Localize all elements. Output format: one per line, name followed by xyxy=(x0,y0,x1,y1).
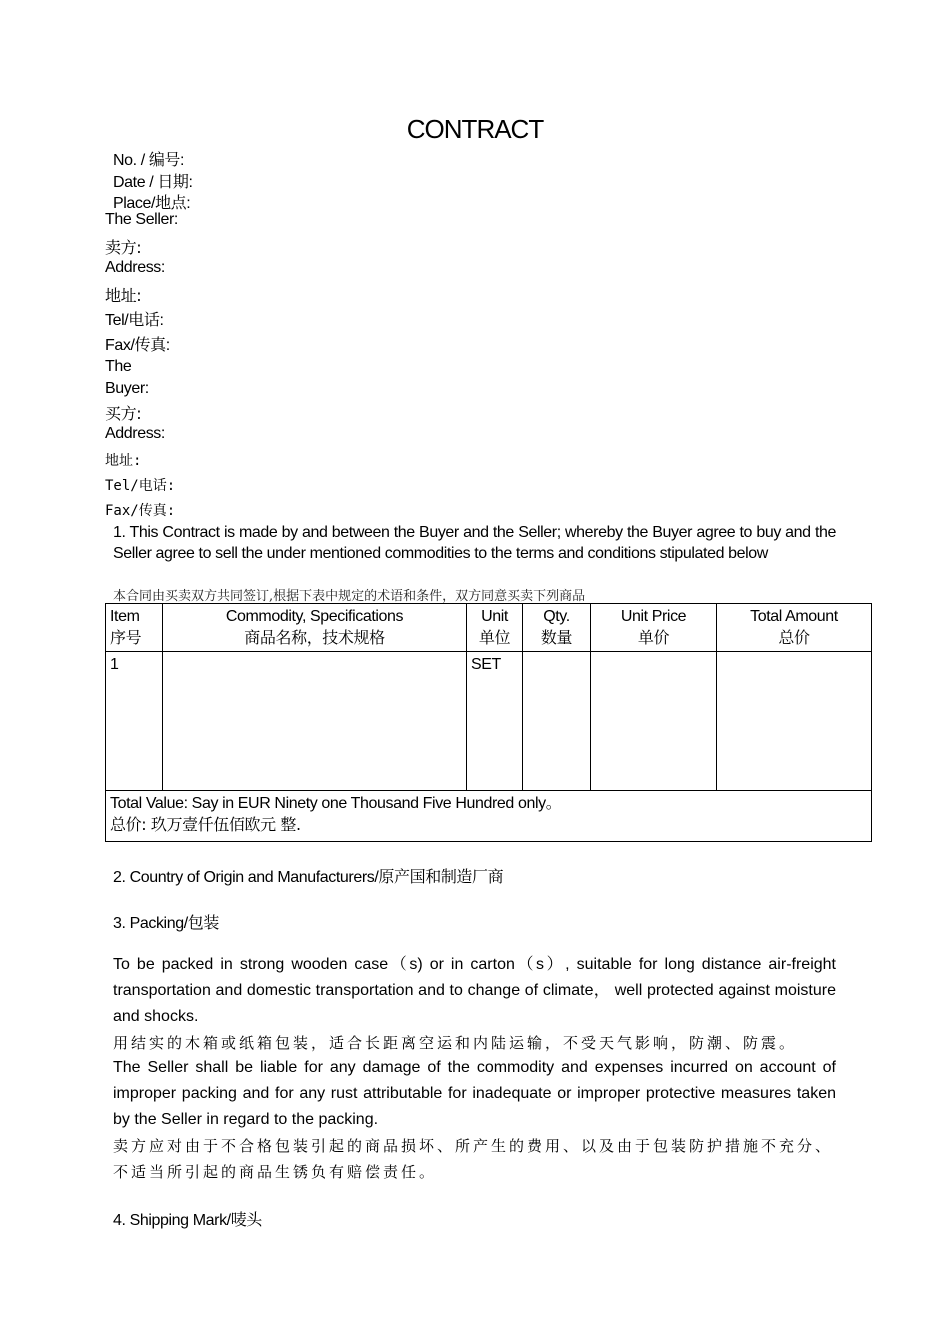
buyer-address-label-cn: 地址: xyxy=(105,453,142,469)
buyer-address-label: Address: xyxy=(105,425,165,442)
total-value-row xyxy=(106,791,872,842)
clause-1-text-cn: 本合同由买卖双方共同签订,根据下表中规定的术语和条件，双方同意买卖下列商品 xyxy=(113,589,586,604)
packing-paragraph-1-cn: 用结实的木箱或纸箱包装，适合长距离空运和内陆运输，不受天气影响，防潮、防震。 xyxy=(113,1034,798,1052)
cell-commodity xyxy=(163,652,467,791)
cell-total xyxy=(717,652,872,791)
total-value-cell xyxy=(106,791,872,842)
buyer-label-cn: 买方: xyxy=(105,404,142,423)
clause-3-heading: 3. Packing/包装 xyxy=(113,915,219,932)
seller-address-label: Address: xyxy=(105,259,165,276)
total-value-cn: 总价: 玖万壹仟伍佰欧元 整. xyxy=(110,815,301,834)
buyer-label-line2: Buyer: xyxy=(105,380,149,397)
packing-paragraph-2-cn: 卖方应对由于不合格包装引起的商品损坏、所产生的费用、以及由于包装防护措施不充分、不适当所引起的商品生锈负有赔偿责任。 xyxy=(113,1137,834,1181)
contract-date-label: Date / 日期: xyxy=(113,174,193,191)
header-unit-price: Unit Price 单价 xyxy=(591,604,717,652)
clause-2-heading: 2. Country of Origin and Manufacturers/原产国和制造厂商 xyxy=(113,869,504,886)
clause-4-heading: 4. Shipping Mark/唛头 xyxy=(113,1212,262,1229)
header-commodity: Commodity, Specifications 商品名称，技术规格 xyxy=(163,604,467,652)
seller-label: The Seller: xyxy=(105,211,178,228)
table-header-row xyxy=(106,604,872,652)
seller-address-label-cn: 地址: xyxy=(105,286,142,305)
total-value-en: Total Value: Say in EUR Ninety one Thousand Five Hundred only。 xyxy=(110,795,562,812)
cell-qty xyxy=(523,652,591,791)
seller-label-cn: 卖方: xyxy=(105,238,142,257)
cell-unit: SET xyxy=(467,652,523,791)
seller-tel-label: Tel/电话: xyxy=(105,312,164,329)
header-total-amount: Total Amount 总价 xyxy=(717,604,872,652)
header-unit: Unit 单位 xyxy=(467,604,523,652)
buyer-tel-label: Tel/电话: xyxy=(105,478,176,494)
cell-unit-price xyxy=(591,652,717,791)
table-row xyxy=(106,652,872,791)
contract-place-label: Place/地点: xyxy=(113,195,191,212)
header-item: Item 序号 xyxy=(106,604,163,652)
seller-fax-label: Fax/传真: xyxy=(105,337,170,354)
buyer-fax-label: Fax/传真: xyxy=(105,503,176,519)
header-qty: Qty. 数量 xyxy=(523,604,591,652)
buyer-label-line1: The xyxy=(105,358,132,375)
document-title: CONTRACT xyxy=(406,114,544,144)
packing-paragraph-2: The Seller shall be liable for any damage of the commodity and expenses incurred on account of improper packing and for any rust attributable for inadequate or improper protective measures taken by the Seller in regard to the packing. xyxy=(113,1059,836,1128)
cell-item: 1 xyxy=(106,652,163,791)
contract-number-label: No. / 编号: xyxy=(113,152,185,169)
commodity-table xyxy=(105,603,872,842)
packing-paragraph-1: To be packed in strong wooden case（s) or in carton（s）, suitable for long distance air-freight transportation and domestic transportation and to change of climate， well protected against moisture and shocks. xyxy=(113,956,836,1025)
clause-1-text: 1. This Contract is made by and between the Buyer and the Seller; whereby the Buyer agree to buy and the Seller agree to sell the under mentioned commodities to the terms and conditions stipulated below xyxy=(113,524,836,562)
